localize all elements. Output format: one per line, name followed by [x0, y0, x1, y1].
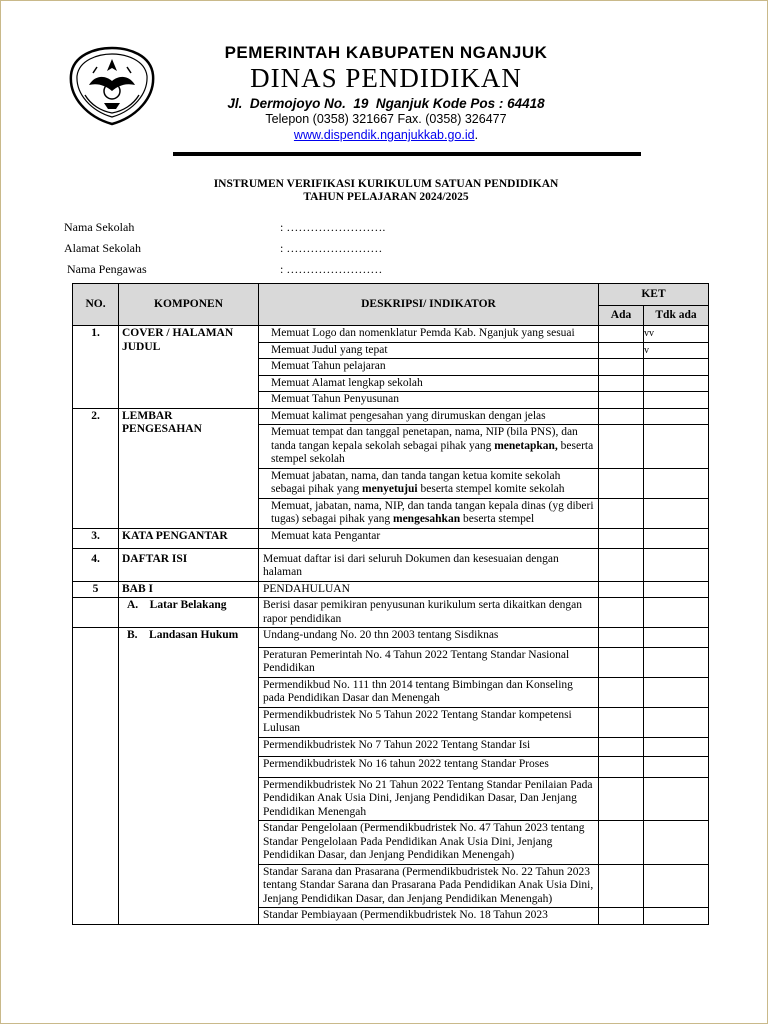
row-component: DAFTAR ISI [119, 548, 259, 581]
identity-value: : …………………… [280, 262, 383, 276]
check-ada[interactable] [599, 777, 644, 821]
identity-school-name [64, 220, 385, 235]
check-ada[interactable] [599, 647, 644, 677]
check-ada[interactable] [599, 864, 644, 908]
row-description [259, 425, 599, 469]
header-ada: Ada [599, 306, 644, 326]
check-tdk-ada[interactable] [644, 425, 709, 469]
row-description: Permendikbudristek No 5 Tahun 2022 Tentang Standar kompetensi Lulusan [259, 707, 599, 737]
header-description: DESKRIPSI/ INDIKATOR [259, 284, 599, 326]
check-tdk-ada[interactable] [644, 392, 709, 409]
check-tdk-ada[interactable] [644, 598, 709, 628]
identity-label: Alamat Sekolah [64, 241, 141, 255]
check-ada[interactable] [599, 548, 644, 581]
table-row [73, 598, 709, 628]
row-component: COVER / HALAMAN JUDUL [119, 326, 259, 409]
row-description: Memuat daftar isi dari seluruh Dokumen dan kesesuaian dengan halaman [259, 548, 599, 581]
check-ada[interactable] [599, 581, 644, 598]
identity-label: Nama Sekolah [64, 220, 135, 234]
document-title-line1: INSTRUMEN VERIFIKASI KURIKULUM SATUAN PENDIDIKAN [213, 178, 559, 190]
table-row [73, 528, 709, 548]
row-description: Memuat Alamat lengkap sekolah [259, 375, 599, 392]
check-tdk-ada[interactable] [644, 528, 709, 548]
row-component: KATA PENGANTAR [119, 528, 259, 548]
check-ada[interactable] [599, 677, 644, 707]
check-tdk-ada[interactable] [644, 821, 709, 865]
check-tdk-ada[interactable] [644, 737, 709, 757]
check-tdk-ada[interactable] [644, 908, 709, 925]
header-ket: KET [599, 284, 709, 306]
row-description: Berisi dasar pemikiran penyusunan kurikulum serta dikaitkan dengan rapor pendidikan [259, 598, 599, 628]
row-description: Memuat Tahun pelajaran [259, 359, 599, 376]
row-component: BAB I [119, 581, 259, 598]
check-ada[interactable] [599, 598, 644, 628]
row-description [259, 468, 599, 498]
row-description: Permendikbud No. 111 thn 2014 tentang Bimbingan dan Konseling pada Pendidikan Dasar dan Menengah [259, 677, 599, 707]
desc-text: beserta stempel sekolah [271, 439, 594, 465]
row-component: LEMBAR PENGESAHAN [119, 408, 259, 528]
check-tdk-ada[interactable] [644, 757, 709, 778]
check-ada[interactable] [599, 707, 644, 737]
row-number: 2. [73, 408, 119, 528]
check-ada[interactable] [599, 375, 644, 392]
agency-phone: Telepon (0358) 321667 Fax. (0358) 326477 [265, 112, 507, 126]
desc-text: beserta stempel komite sekolah [417, 483, 565, 495]
row-description: Permendikbudristek No 7 Tahun 2022 Tentang Standar Isi [259, 737, 599, 757]
row-description: Memuat Logo dan nomenklatur Pemda Kab. Nganjuk yang sesuai [259, 326, 599, 343]
desc-text: beserta stempel [460, 513, 535, 525]
nganjuk-regency-emblem-icon [67, 45, 157, 127]
row-number [73, 598, 119, 628]
desc-emphasis: mengesahkan [393, 513, 461, 525]
row-description: Undang-undang No. 20 thn 2003 tentang Sisdiknas [259, 628, 599, 648]
row-description: PENDAHULUAN [259, 581, 599, 598]
row-number: 4. [73, 548, 119, 581]
agency-website-link[interactable]: www.dispendik.nganjukkab.go.id [293, 128, 475, 142]
row-description: Permendikbudristek No 21 Tahun 2022 Tentang Standar Penilaian Pada Pendidikan Anak Usia Dini, Jenjang Pendidikan Dasar, Dan Jenjang Pendidikan Menengah [259, 777, 599, 821]
row-description: Memuat Tahun Penyusunan [259, 392, 599, 409]
row-description: Memuat kata Pengantar [259, 528, 599, 548]
table-row [73, 408, 709, 425]
check-ada[interactable] [599, 628, 644, 648]
row-description: Permendikbudristek No 16 tahun 2022 tentang Standar Proses [259, 757, 599, 778]
desc-emphasis: menyetujui [362, 483, 418, 495]
table-row [73, 548, 709, 581]
row-number: 1. [73, 326, 119, 409]
check-ada[interactable] [599, 908, 644, 925]
check-ada[interactable] [599, 821, 644, 865]
check-tdk-ada[interactable]: vv [644, 326, 709, 343]
check-tdk-ada[interactable] [644, 498, 709, 528]
check-tdk-ada[interactable] [644, 359, 709, 376]
row-description [259, 498, 599, 528]
check-tdk-ada[interactable] [644, 548, 709, 581]
header-component: KOMPONEN [119, 284, 259, 326]
check-tdk-ada[interactable] [644, 468, 709, 498]
document-title [121, 178, 651, 204]
website-suffix: . [474, 128, 479, 142]
table-row [73, 581, 709, 598]
desc-text: Memuat, jabatan, nama, NIP, dan tanda tangan kepala dinas (yg diberi tugas) sebagai pihak yang [271, 499, 594, 525]
check-tdk-ada[interactable] [644, 628, 709, 648]
check-tdk-ada[interactable] [644, 647, 709, 677]
row-description: Peraturan Pemerintah No. 4 Tahun 2022 Tentang Standar Nasional Pendidikan [259, 647, 599, 677]
check-ada[interactable] [599, 757, 644, 778]
check-ada[interactable] [599, 425, 644, 469]
check-tdk-ada[interactable] [644, 408, 709, 425]
identity-value: : ……………………. [280, 220, 386, 234]
check-tdk-ada[interactable] [644, 581, 709, 598]
agency-name: DINAS PENDIDIKAN [250, 63, 522, 93]
check-ada[interactable] [599, 392, 644, 409]
desc-text: Memuat jabatan, nama, dan tanda tangan ketua komite sekolah sebagai pihak yang [271, 469, 561, 495]
check-ada[interactable] [599, 342, 644, 359]
row-component: A. Latar Belakang [119, 598, 259, 628]
check-tdk-ada[interactable]: v [644, 342, 709, 359]
check-ada[interactable] [599, 528, 644, 548]
row-number: 5 [73, 581, 119, 598]
identity-value: : …………………… [280, 241, 383, 255]
check-tdk-ada[interactable] [644, 707, 709, 737]
row-number: 3. [73, 528, 119, 548]
check-ada[interactable] [599, 498, 644, 528]
letterhead-divider [173, 152, 641, 156]
row-description: Standar Pengelolaan (Permendikbudristek No. 47 Tahun 2023 tentang Standar Pengelolaan Pada Pendidikan Anak Usia Dini, Jenjang Pendidikan Dasar, dan Jenjang Pendidikan Menengah) [259, 821, 599, 865]
identity-label: Nama Pengawas [67, 262, 147, 276]
check-ada[interactable] [599, 326, 644, 343]
identity-supervisor-name [67, 262, 382, 277]
check-ada[interactable] [599, 737, 644, 757]
table-row [73, 326, 709, 343]
document-title-line2: TAHUN PELAJARAN 2024/2025 [303, 191, 469, 203]
agency-address: Jl. Dermojoyo No. 19 Nganjuk Kode Pos : 64418 [227, 96, 545, 111]
check-tdk-ada[interactable] [644, 864, 709, 908]
row-description: Memuat kalimat pengesahan yang dirumuskan dengan jelas [259, 408, 599, 425]
row-component: B. Landasan Hukum [119, 628, 259, 925]
agency-website-line [161, 128, 611, 142]
row-description: Standar Sarana dan Prasarana (Permendikbudristek No. 22 Tahun 2023 tentang Standar Sarana dan Prasarana Pada Pendidikan Anak Usia Dini, Jenjang Pendidikan Dasar, dan Jenjang Pendidikan Menengah) [259, 864, 599, 908]
check-ada[interactable] [599, 359, 644, 376]
header-no: NO. [73, 284, 119, 326]
check-tdk-ada[interactable] [644, 375, 709, 392]
check-ada[interactable] [599, 408, 644, 425]
table-row [73, 628, 709, 648]
desc-emphasis: menetapkan, [494, 439, 558, 452]
verification-table [72, 283, 709, 925]
check-tdk-ada[interactable] [644, 677, 709, 707]
row-description: Memuat Judul yang tepat [259, 342, 599, 359]
row-number [73, 628, 119, 925]
check-tdk-ada[interactable] [644, 777, 709, 821]
government-name: PEMERINTAH KABUPATEN NGANJUK [224, 43, 548, 62]
desc-text: Memuat tempat dan tanggal penetapan, nama, NIP (bila PNS), dan tanda tangan kepala sekolah sebagai pihak yang [271, 426, 578, 452]
header-tdk-ada: Tdk ada [644, 306, 709, 326]
identity-school-address [64, 241, 382, 256]
check-ada[interactable] [599, 468, 644, 498]
row-description: Standar Pembiayaan (Permendikbudristek No. 18 Tahun 2023 [259, 908, 599, 925]
